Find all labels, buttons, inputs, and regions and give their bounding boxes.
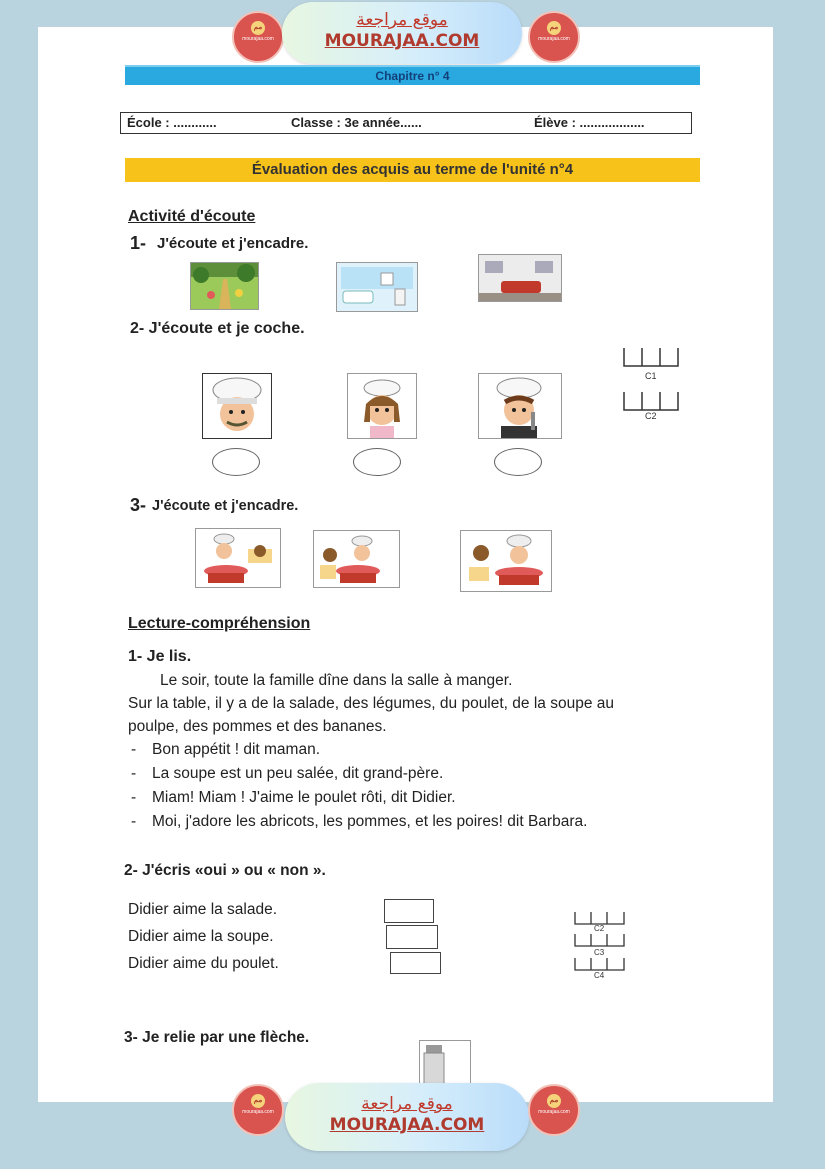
watermark-banner-bottom[interactable] <box>285 1083 529 1151</box>
dialogue-line-4: Moi, j'adore les abricots, les pommes, et les poires! dit Barbara. <box>152 813 588 830</box>
answer-box-1[interactable] <box>384 899 434 923</box>
statement-3: Didier aime du poulet. <box>128 955 279 972</box>
chapter-bar: Chapitre n° 4 <box>125 65 700 85</box>
answer-box-3[interactable] <box>390 952 441 974</box>
student-info-box <box>120 112 692 134</box>
statement-2: Didier aime la soupe. <box>128 928 274 945</box>
cooking-scene-1[interactable] <box>195 528 281 588</box>
checkbox-oval-1[interactable] <box>212 448 260 476</box>
watermark-banner-top[interactable] <box>282 2 522 64</box>
c2-label-lecture: C2 <box>594 924 605 933</box>
q1-instruction: J'écoute et j'encadre. <box>157 235 309 252</box>
chef-man-picture[interactable] <box>202 373 272 439</box>
q2-instruction: 2- J'écoute et je coche. <box>130 320 305 337</box>
lecture-heading: Lecture-compréhension <box>128 615 311 632</box>
chef-boy-picture[interactable] <box>478 373 562 439</box>
reading-line-3: poulpe, des pommes et des bananes. <box>128 718 387 735</box>
eleve-field: Élève : .................. <box>534 115 645 130</box>
classe-field: Classe : 3e année...... <box>291 115 422 130</box>
dialogue-dash: - <box>131 765 137 782</box>
checkbox-oval-2[interactable] <box>353 448 401 476</box>
dialogue-line-1: Bon appétit ! dit maman. <box>152 741 321 758</box>
evaluation-title: Évaluation des acquis au terme de l'unité n°4 <box>125 158 700 182</box>
dialogue-dash: - <box>131 813 137 830</box>
c1-label: C1 <box>645 371 657 381</box>
q3-instruction: J'écoute et j'encadre. <box>152 498 299 514</box>
bathroom-picture[interactable] <box>336 262 418 312</box>
watermark-badge-left-top: مم mourajaa.com <box>232 11 284 63</box>
watermark-badge-right-top: مم mourajaa.com <box>528 11 580 63</box>
reading-line-1: Le soir, toute la famille dîne dans la salle à manger. <box>160 672 513 689</box>
watermark-site: MOURAJAA.COM <box>329 1115 485 1135</box>
c2-label: C2 <box>645 411 657 421</box>
lecture-q2: 2- J'écris «oui » ou « non ». <box>124 862 326 879</box>
lecture-q3: 3- Je relie par une flèche. <box>124 1029 310 1046</box>
reading-line-2: Sur la table, il y a de la salade, des légumes, du poulet, de la soupe au <box>128 695 614 712</box>
dialogue-dash: - <box>131 789 137 806</box>
lecture-q1: 1- Je lis. <box>128 648 192 665</box>
q1-number: 1- <box>130 233 147 253</box>
checkbox-oval-3[interactable] <box>494 448 542 476</box>
watermark-arabic: موقع مراجعة <box>356 10 448 30</box>
statement-1: Didier aime la salade. <box>128 901 278 918</box>
living-room-picture[interactable] <box>478 254 562 302</box>
cooking-scene-3[interactable] <box>460 530 552 592</box>
c4-label: C4 <box>594 971 605 980</box>
ecole-field: École : ............ <box>127 115 217 130</box>
chef-girl-picture[interactable] <box>347 373 417 439</box>
garden-picture[interactable] <box>190 262 259 310</box>
dialogue-line-2: La soupe est un peu salée, dit grand-père. <box>152 765 444 782</box>
dialogue-dash: - <box>131 741 137 758</box>
watermark-badge-right-bottom: مم mourajaa.com <box>528 1084 580 1136</box>
watermark-badge-left-bottom: مم mourajaa.com <box>232 1084 284 1136</box>
watermark-arabic: موقع مراجعة <box>361 1094 453 1114</box>
dialogue-line-3: Miam! Miam ! J'aime le poulet rôti, dit Didier. <box>152 789 456 806</box>
score-grid-c2-c4 <box>572 910 628 980</box>
c3-label: C3 <box>594 948 605 957</box>
ecoute-heading: Activité d'écoute <box>128 208 256 225</box>
q3-number: 3- <box>130 495 147 515</box>
watermark-site: MOURAJAA.COM <box>324 31 480 51</box>
cooking-scene-2[interactable] <box>313 530 400 588</box>
answer-box-2[interactable] <box>386 925 438 949</box>
